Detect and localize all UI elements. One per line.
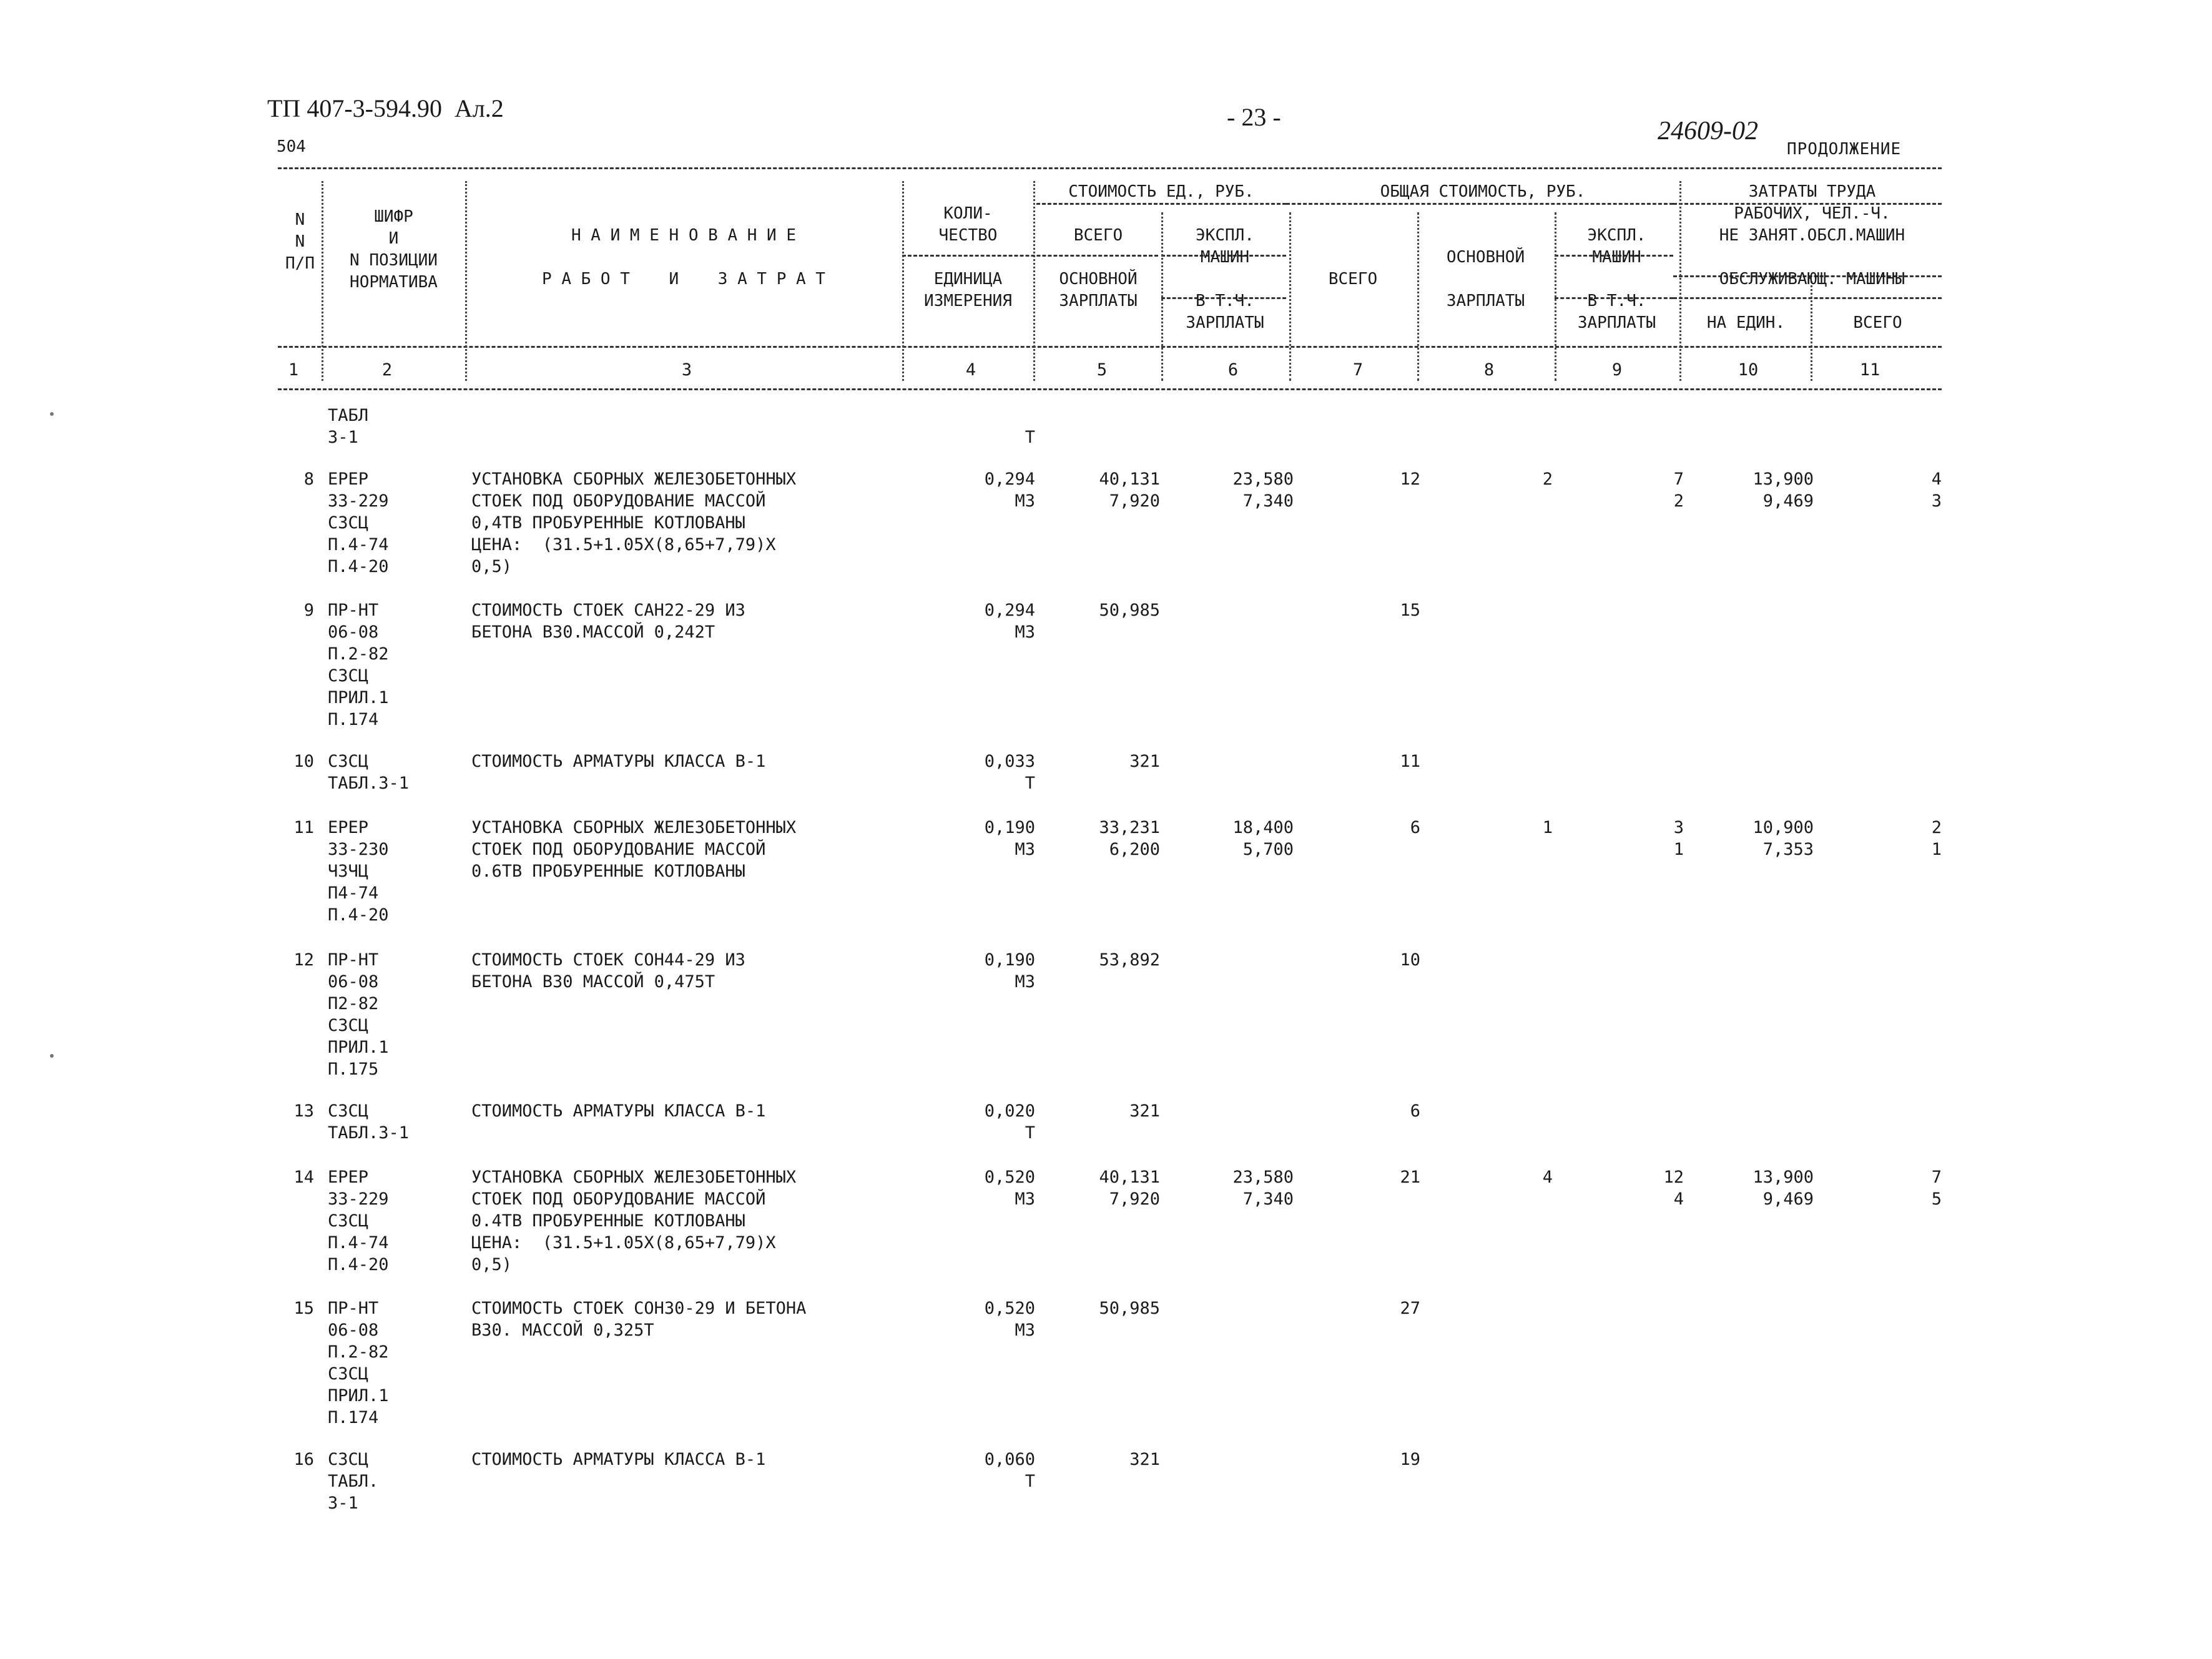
cell-qty: 0,520 М3	[984, 1168, 1035, 1209]
document-reference: ТП 407-3-594.90 Ал.2	[267, 94, 504, 122]
cell-c10: 10,900 7,353	[1752, 818, 1814, 859]
cell-qty: 0,294 М3	[984, 470, 1035, 511]
cell-code: СЗСЦ ТАБЛ.3-1	[328, 1101, 410, 1143]
col-sep-9	[1679, 181, 1681, 381]
cell-n: 8	[303, 470, 314, 489]
cell-c9: 3 1	[1673, 818, 1684, 859]
cell-n: 14	[293, 1168, 314, 1187]
cell-c5: 33,231 6,200	[1099, 818, 1160, 859]
cell-n: 16	[293, 1450, 314, 1469]
header-c10: НА ЕДИН.	[1706, 313, 1786, 332]
rule-group-unit-cost	[1036, 203, 1286, 205]
header-group-unit-cost: СТОИМОСТЬ ЕД., РУБ.	[1068, 182, 1254, 201]
cell-code: СЗСЦ ТАБЛ.3-1	[328, 752, 410, 793]
cell-name: СТОИМОСТЬ АРМАТУРЫ КЛАССА В-1	[471, 1450, 766, 1469]
col-sep-4	[1033, 181, 1035, 381]
cell-c5: 321	[1129, 1101, 1160, 1121]
scan-mark	[50, 1054, 54, 1058]
col-sep-2	[465, 181, 467, 381]
rule-top	[278, 167, 1942, 169]
header-c1: N N П/П	[285, 210, 315, 273]
cell-n: 10	[293, 752, 314, 771]
cell-code: ЕРЕР 33-229 СЗСЦ П.4-74 П.4-20	[328, 470, 389, 576]
cell-qty: 0,190 М3	[984, 950, 1035, 992]
cell-c7: 19	[1400, 1450, 1420, 1469]
column-number: 7	[1352, 360, 1364, 380]
cell-c5: 50,985	[1099, 1299, 1160, 1318]
cell-code: ТАБЛ 3-1	[328, 406, 369, 447]
cell-c7: 15	[1400, 601, 1420, 620]
cell-c8: 1	[1542, 818, 1553, 837]
cell-name: СТОИМОСТЬ СТОЕК СОН30-29 И БЕТОНА В30. МАССОЙ 0,325Т	[471, 1299, 807, 1340]
header-group-labor-sub: ОБСЛУЖИВАЮЩ. МАШИНЫ	[1719, 270, 1905, 288]
column-number: 11	[1859, 360, 1880, 380]
cell-code: ЕРЕР 33-229 СЗСЦ П.4-74 П.4-20	[328, 1168, 389, 1274]
cell-c7: 6	[1410, 818, 1420, 837]
cell-name: УСТАНОВКА СБОРНЫХ ЖЕЛЕЗОБЕТОННЫХ СТОЕК ПОД ОБОРУДОВАНИЕ МАССОЙ 0.4ТВ ПРОБУРЕННЫЕ КОТЛОВАНЫ ЦЕНА: (31.5+1.05Х(8,65+7,79)Х 0,5)	[471, 1168, 797, 1274]
cell-c7: 11	[1400, 752, 1420, 771]
rule-group-total-cost	[1286, 203, 1673, 205]
cell-code: ПР-НТ 06-08 П.2-82 СЗСЦ ПРИЛ.1 П.174	[328, 1299, 389, 1427]
rule-numbers-bottom	[278, 388, 1942, 390]
header-group-labor: ЗАТРАТЫ ТРУДА РАБОЧИХ, ЧЕЛ.-Ч. НЕ ЗАНЯТ.ОБСЛ.МАШИН	[1719, 182, 1905, 245]
cell-c11: 4 3	[1931, 470, 1942, 511]
cell-c5: 321	[1129, 1450, 1160, 1469]
cell-c10: 13,900 9,469	[1752, 1168, 1814, 1209]
cell-qty: 0,520 М3	[984, 1299, 1035, 1340]
cell-c5: 321	[1129, 752, 1160, 771]
header-c3: Н А И М Е Н О В А Н И Е Р А Б О Т И З А Т Р А Т	[542, 226, 825, 288]
cell-c6: 18,400 5,700	[1232, 818, 1294, 859]
scan-mark	[50, 412, 54, 416]
column-number: 10	[1738, 360, 1759, 380]
cell-name: СТОИМОСТЬ СТОЕК САН22-29 ИЗ БЕТОНА В30.МАССОЙ 0,242Т	[471, 601, 745, 642]
cell-c5: 40,131 7,920	[1099, 1168, 1160, 1209]
column-number: 4	[965, 360, 976, 380]
cell-c7: 10	[1400, 950, 1420, 970]
cell-c5: 53,892	[1099, 950, 1160, 970]
cell-c6: 23,580 7,340	[1232, 470, 1294, 511]
cell-name: СТОИМОСТЬ АРМАТУРЫ КЛАССА В-1	[471, 1101, 766, 1121]
column-number: 2	[381, 360, 393, 380]
column-number: 3	[681, 360, 692, 380]
cell-name: СТОИМОСТЬ АРМАТУРЫ КЛАССА В-1	[471, 752, 766, 771]
column-number: 8	[1483, 360, 1495, 380]
header-c11: ВСЕГО	[1853, 313, 1902, 332]
cell-c8: 2	[1542, 470, 1553, 489]
header-c2: ШИФР И N ПОЗИЦИИ НОРМАТИВА	[350, 207, 438, 292]
cell-c7: 27	[1400, 1299, 1420, 1318]
column-number: 6	[1227, 360, 1239, 380]
cell-c5: 50,985	[1099, 601, 1160, 620]
cell-n: 13	[293, 1101, 314, 1121]
cell-qty: 0,020 Т	[984, 1101, 1035, 1143]
cell-code: ЕРЕР 33-230 ЧЗЧЦ П4-74 П.4-20	[328, 818, 389, 925]
cell-c11: 2 1	[1931, 818, 1942, 859]
cell-c5: 40,131 7,920	[1099, 470, 1160, 511]
cell-n: 12	[293, 950, 314, 970]
page-number: - 23 -	[1227, 103, 1281, 131]
cell-name: СТОИМОСТЬ СТОЕК СОН44-29 ИЗ БЕТОНА В30 МАССОЙ 0,475Т	[471, 950, 745, 992]
continuation-label: ПРОДОЛЖЕНИЕ	[1787, 140, 1902, 159]
sheet-number: 504	[277, 137, 306, 156]
cell-c9: 12 4	[1663, 1168, 1684, 1209]
col-sep-6	[1289, 212, 1291, 381]
cell-c8: 4	[1542, 1168, 1553, 1187]
col-sep-10	[1811, 281, 1812, 381]
cell-code: СЗСЦ ТАБЛ. 3-1	[328, 1450, 379, 1513]
rule-labor-split-2	[1673, 297, 1942, 299]
document-code: 24609-02	[1658, 117, 1758, 145]
cell-name: УСТАНОВКА СБОРНЫХ ЖЕЛЕЗОБЕТОННЫХ СТОЕК ПОД ОБОРУДОВАНИЕ МАССОЙ 0,4ТВ ПРОБУРЕННЫЕ КОТЛОВАНЫ ЦЕНА: (31.5+1.05Х(8,65+7,79)Х 0,5)	[471, 470, 797, 576]
cell-code: ПР-НТ 06-08 П.2-82 СЗСЦ ПРИЛ.1 П.174	[328, 601, 389, 729]
cell-c7: 12	[1400, 470, 1420, 489]
cell-n: 15	[293, 1299, 314, 1318]
header-c9: ЭКСПЛ. МАШИН В Т.Ч. ЗАРПЛАТЫ	[1577, 226, 1656, 332]
cell-qty: Т	[1025, 428, 1035, 447]
cell-qty: 0,033 Т	[984, 752, 1035, 793]
cell-c7: 6	[1410, 1101, 1420, 1121]
header-c7: ВСЕГО	[1328, 270, 1378, 288]
header-group-total-cost: ОБЩАЯ СТОИМОСТЬ, РУБ.	[1380, 182, 1586, 201]
cell-n: 9	[303, 601, 314, 620]
cell-qty: 0,294 М3	[984, 601, 1035, 642]
header-c5: ВСЕГО ОСНОВНОЙ ЗАРПЛАТЫ	[1059, 226, 1138, 310]
cell-n: 11	[293, 818, 314, 837]
column-number: 1	[288, 360, 299, 380]
header-c6: ЭКСПЛ. МАШИН В Т.Ч. ЗАРПЛАТЫ	[1186, 226, 1264, 332]
cell-c11: 7 5	[1931, 1168, 1942, 1209]
cell-c10: 13,900 9,469	[1752, 470, 1814, 511]
cell-c6: 23,580 7,340	[1232, 1168, 1294, 1209]
rule-header-bottom	[278, 346, 1942, 348]
column-number: 9	[1611, 360, 1623, 380]
header-c4: КОЛИ- ЧЕСТВО ЕДИНИЦА ИЗМЕРЕНИЯ	[924, 204, 1012, 310]
cell-code: ПР-НТ 06-08 П2-82 СЗСЦ ПРИЛ.1 П.175	[328, 950, 389, 1079]
header-c8: ОСНОВНОЙ ЗАРПЛАТЫ	[1446, 248, 1525, 310]
cell-qty: 0,190 М3	[984, 818, 1035, 859]
column-number: 5	[1096, 360, 1108, 380]
cell-qty: 0,060 Т	[984, 1450, 1035, 1491]
cell-c7: 21	[1400, 1168, 1420, 1187]
cell-c9: 7 2	[1673, 470, 1684, 511]
cell-name: УСТАНОВКА СБОРНЫХ ЖЕЛЕЗОБЕТОННЫХ СТОЕК ПОД ОБОРУДОВАНИЕ МАССОЙ 0.6ТВ ПРОБУРЕННЫЕ КОТЛОВАНЫ	[471, 818, 797, 881]
